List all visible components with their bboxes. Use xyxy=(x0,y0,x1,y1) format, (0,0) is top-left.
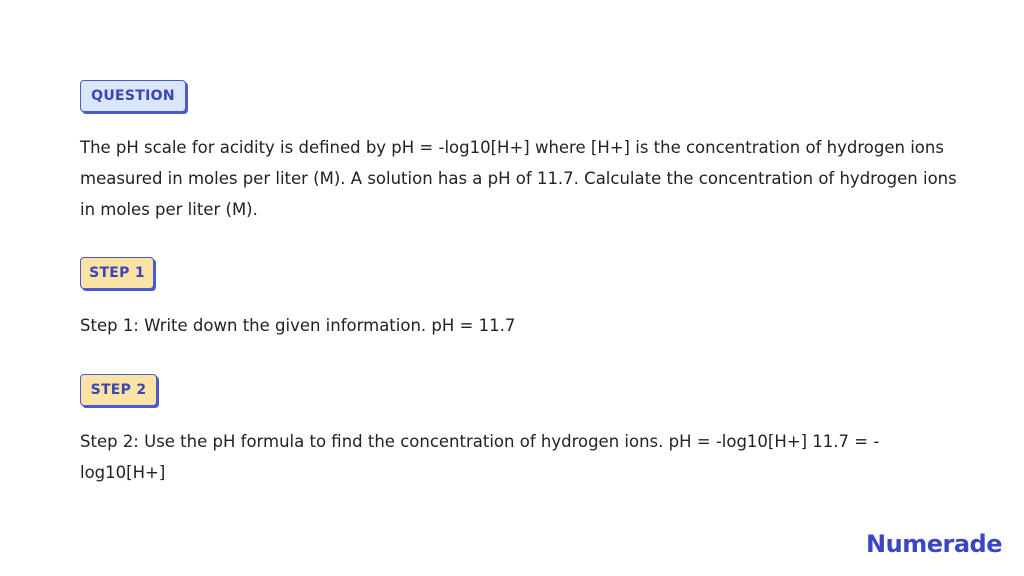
step-2-text: Step 2: Use the pH formula to find the concentration of hydrogen ions. pH = -log10[H+] 11.7 = -log10[H+] xyxy=(80,432,880,482)
step-2-badge: STEP 2 xyxy=(80,374,157,406)
step-1-text: Step 1: Write down the given information. pH = 11.7 xyxy=(80,316,516,335)
question-badge: QUESTION xyxy=(80,80,186,112)
step-1-badge: STEP 1 xyxy=(80,257,154,289)
question-text: The pH scale for acidity is defined by pH = -log10[H+] where [H+] is the concentration of hydrogen ions measured in moles per liter (M). A solution has a pH of 11.7. Calculate the concentration of hydrogen ions in moles per liter (M). xyxy=(80,138,957,219)
numerade-logo: Numerade xyxy=(866,530,1002,558)
